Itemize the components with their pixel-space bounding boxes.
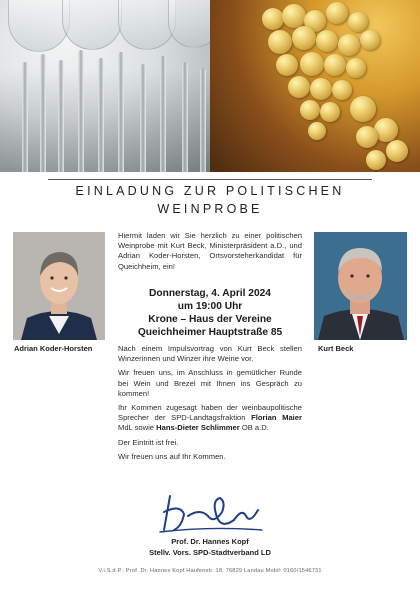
event-time: um 19:00 Uhr — [177, 301, 243, 312]
event-block — [110, 287, 310, 339]
paragraph-4: Der Eintritt ist frei. — [118, 437, 179, 447]
guest-name-1: Florian Maier — [251, 413, 302, 423]
imprint-footer: V.i.S.d.P.: Prof. Dr. Hannes Kopf Haufenstr. 18, 76829 Landau Mobil: 0160/1546731 — [98, 568, 322, 574]
event-venue-2: Queichheimer Hauptstraße 85 — [137, 327, 283, 338]
signature-graphic — [150, 486, 270, 538]
paragraph-3-part-a: Ihr Kommen zugesagt haben der weinbaupolitische Sprecher der SPD-Landtagsfraktion — [118, 403, 302, 423]
title-rule-top — [48, 179, 372, 180]
paragraph-2: Wir freuen uns, im Anschluss in gemütlicher Runde bei Wein und Brezel mit Ihnen ins Gespräch zu kommen! — [118, 368, 302, 398]
signature-name: Prof. Dr. Hannes Kopf — [171, 537, 249, 546]
caption-kurt-beck: Kurt Beck — [318, 344, 354, 353]
signature-role: Stellv. Vors. SPD-Stadtverband LD — [149, 548, 271, 557]
grapes-photo — [210, 0, 420, 172]
title-line-1: EINLADUNG ZUR POLITISCHEN — [75, 184, 345, 198]
intro-paragraph: Hiermit laden wir Sie herzlich zu einer politischen Weinprobe mit Kurt Beck, Ministerpräsident a.D., und Adrian Koder-Horsten, Ortsvorsteherkandidat für Queichheim, ein! — [118, 231, 302, 271]
paragraph-3-part-c: OB a.D. — [241, 423, 269, 433]
body-text — [118, 344, 302, 466]
paragraph-3 — [118, 403, 302, 434]
caption-adrian: Adrian Koder-Horsten — [14, 344, 93, 353]
portrait-adrian — [13, 232, 105, 340]
title-line-2: WEINPROBE — [157, 202, 263, 216]
paragraph-1: Nach einem Impulsvortrag von Kurt Beck stellen Winzerinnen und Winzer ihre Weine vor. — [118, 344, 302, 364]
event-date: Donnerstag, 4. April 2024 — [149, 288, 271, 299]
guest-name-2: Hans-Dieter Schlimmer — [156, 423, 240, 433]
intro-text — [118, 231, 302, 276]
portrait-kurt-beck — [314, 232, 407, 340]
wine-glasses-photo — [0, 0, 210, 172]
paragraph-3-part-b: MdL sowie — [118, 423, 155, 433]
event-venue-1: Krone – Haus der Vereine — [148, 314, 272, 325]
paragraph-5: Wir freuen uns auf Ihr Kommen. — [118, 451, 226, 461]
